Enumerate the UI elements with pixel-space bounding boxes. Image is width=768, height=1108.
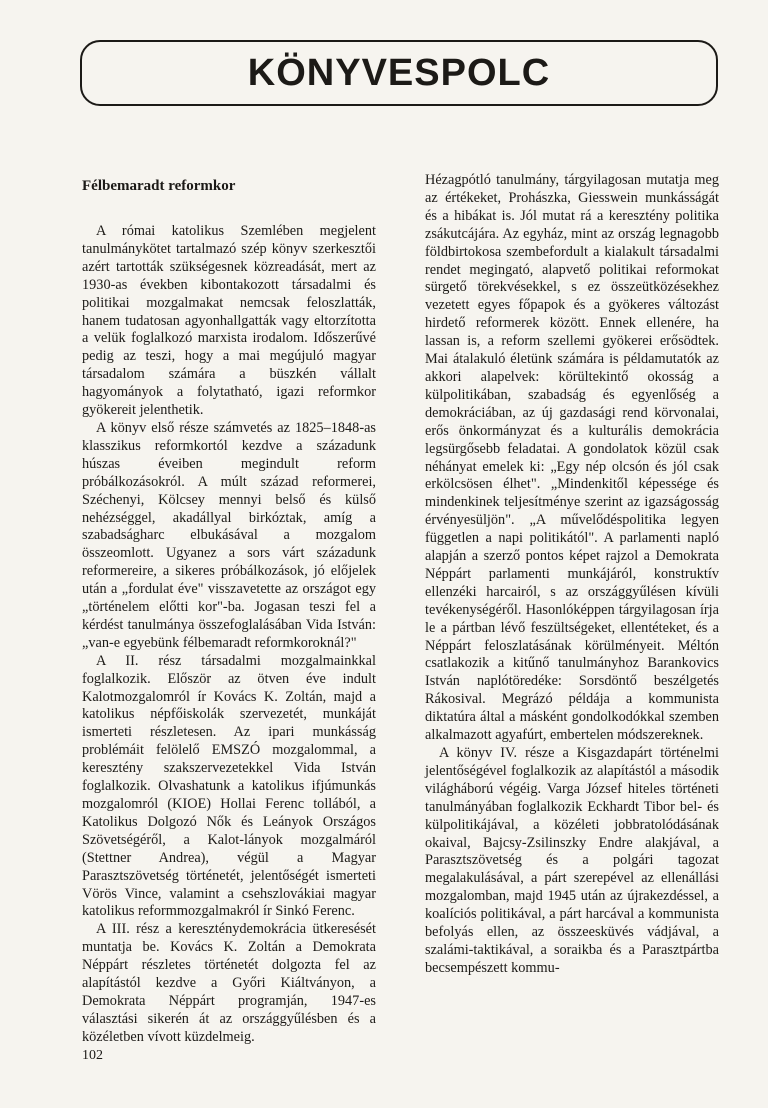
section-header-box [80, 40, 718, 106]
section-title: KÖNYVESPOLC [247, 52, 551, 94]
right-column [425, 172, 719, 978]
page-number: 102 [82, 1048, 103, 1063]
left-column [82, 172, 376, 1047]
paragraph: A II. rész társadalmi mozgalmainkkal foglalkozik. Először az ötven éve indult Kalotmozgalomról ír Kovács K. Zoltán, majd a katolikus népfőiskolák szervezetét, munkáját ismerteti részletesen. Az ipari munkásság problémáit felölelő EMSZÓ mozgalommal, a keresztény szakszervezetekkel Vida István foglalkozik. Olvashatunk a katolikus ifjúmunkás mozgalomról (KIOE) Hollai Ferenc tollából, a Katolikus Dolgozó Nők és Leányok Országos Szövetségéről, a Kalot-lányok mozgalmáról (Stettner Andrea), végül a Magyar Parasztszövetség történetét, jelentőségét ismerteti Vörös Vince, valamint a csehszlovákiai magyar katolikus reformmozgalmakról ír Sinkó Ferenc. [82, 652, 376, 920]
paragraph: A könyv IV. része a Kisgazdapárt történelmi jelentőségével foglalkozik az alapítástól a második világháború végéig. Varga József hiteles történeti tanulmányában foglalkozik Eckhardt Tibor bel- és külpolitikájával, a közéleti jobbratolódásának okaival, Bajcsy-Zsilinszky Endre alakjával, a Parasztszövetség és a polgári tagozat megalakulásával, a párt szerepével az ellenállási mozgalomban, majd 1945 után az újrakezdéssel, a koalíciós politikával, a párt harcával a kommunista befolyás ellen, az összeesküvés vádjával, a szalámi-taktikával, a soraikba és a Parasztpártba becsempészett kommu- [425, 745, 719, 976]
paragraph: A római katolikus Szemlében megjelent tanulmánykötet tartalmazó szép könyv szerkesztői azért tartották szükségesnek közreadását, mert az 1930-as években kibontakozott társadalmi és politikai mozgalmakat nemcsak feloszlatták, hanem tudatosan agyonhallgatták vagy eltorzította a velük foglalkozó marxista irodalom. Időszerűvé pedig az teszi, hogy a mai megújuló magyar társadalom számára a büszkén vállalt hagyományok a folytatható, igazi reformkor gyökereit jelenthetik. [82, 223, 376, 419]
paragraph: Hézagpótló tanulmány, tárgyilagosan mutatja meg az értékeket, Prohászka, Giesswein munkásságát és a hibákat is. Jól mutat rá a keresztény politika zsákutcájára. Az egyház, mint az ország legnagobb földbirtokosa szembefordult a kialakult társadalmi rendet megingató, alapvető politikai reformokat sürgető törekvésekkel, s ez összeütközésekhez vezetett egyes főpapok és a gyökeres változást hirdető reformerek között. Ennek ellenére, ha lassan is, a reform szellemi gyökerei erősödtek. Mai átalakuló életünk számára is példamutatók az akkori alapelvek: körültekintő okosság a külpolitikában, szabadság és egyenlőség a demokráciában, az új gazdasági rend körvonalai, erős önkormányzat és a kulturális demokrácia legsürgősebb feladatai. A gondolatok közül csak néhányat emelek ki: „Egy nép olcsón és jól csak erkölcsösen élhet". „Mindenkitől képessége és mindenkinek teljesítménye szerint az igazságosság érvényesüljön". „A művelődéspolitika legyen független a napi politikától". A parlamenti napló alapján a szerző pontos képet rajzol a Demokrata Néppárt parlamenti munkájáról, konstruktív ellenzéki harcairól, s az országgyűlésen kívüli tevékenységéről. Hasonlóképpen tárgyilagosan írja le a pártban lévő feszültségeket, ellentéteket, és a Néppárt feloszlatásának körülményeit. Méltón csatlakozik a kitűnő tanulmányhoz Barankovics István naplótöredéke: Sorsdöntő beszélgetés Rákosival. Megrázó példája a kommunista diktatúra által a másként gondolkodókkal szemben alkalmazott agyafúrt, embertelen módszereknek. [425, 172, 719, 744]
paragraph: A könyv első része számvetés az 1825–1848-as klasszikus reformkortól kezdve a századunk húszas éveiben megindult reform próbálkozásokról. A múlt század reformerei, Széchenyi, Kölcsey mennyi belső és külső nehézséggel, akadállyal birkóztak, amíg a szabadságharc elbukásával a mozgalom összeomlott. Ugyanez a sors várt századunk reformereire, a sikeres próbálkozások, jó előjelek után a „fordulat éve" visszavetette az országot egy „történelem előtti kor"-ba. Jogasan teszi fel a kérdést tanulmánya összefoglalásában Vida István: „van-e egyebünk félbemaradt reformkoroknál?" [82, 419, 376, 651]
paragraph: A III. rész a kereszténydemokrácia ütkeresését muntatja be. Kovács K. Zoltán a Demokrata Néppárt részletes történetét dolgozta fel az alapítástól kezdve a Győri Kiáltványon, a Demokrata Néppárt programján, 1947-es választási sikerén át az országgyűlésben és a közéletben vívott küzdelmeig. [82, 921, 376, 1045]
article-title: Félbemaradt reformkor [82, 178, 236, 194]
